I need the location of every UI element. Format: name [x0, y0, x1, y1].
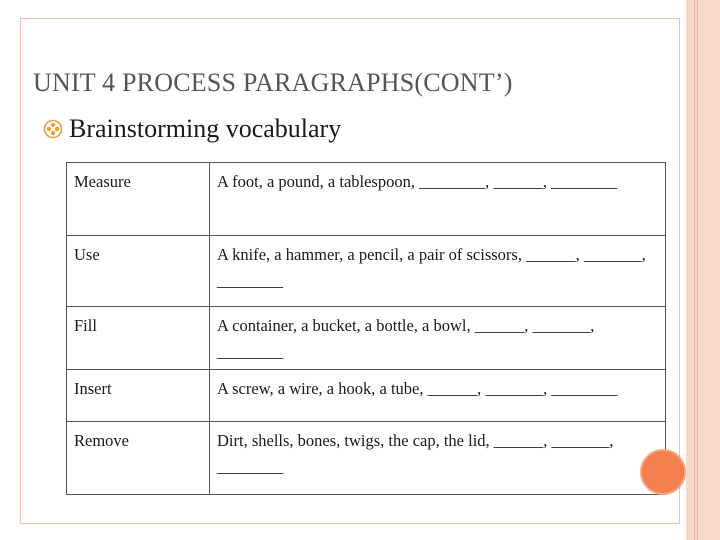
examples-cell: A container, a bucket, a bottle, a bowl, ______, _______, ________ — [210, 307, 666, 370]
examples-cell: Dirt, shells, bones, twigs, the cap, the lid, ______, _______, ________ — [210, 422, 666, 495]
verb-cell: Use — [67, 236, 210, 307]
verb-cell: Remove — [67, 422, 210, 495]
bullet-item — [43, 114, 341, 144]
examples-cell: A knife, a hammer, a pencil, a pair of scissors, ______, _______, ________ — [210, 236, 666, 307]
table-row — [67, 163, 666, 236]
decorative-band-line — [694, 0, 695, 540]
decorative-circle — [640, 449, 686, 495]
table-row — [67, 422, 666, 495]
table-row — [67, 370, 666, 422]
bullet-text: Brainstorming vocabulary — [69, 114, 342, 143]
vocabulary-table — [66, 162, 666, 495]
decorative-side-band — [686, 0, 720, 540]
verb-cell: Fill — [67, 307, 210, 370]
examples-cell: A screw, a wire, a hook, a tube, ______, _______, ________ — [210, 370, 666, 422]
verb-cell: Insert — [67, 370, 210, 422]
verb-cell: Measure — [67, 163, 210, 236]
decorative-band-line — [697, 0, 698, 540]
examples-cell: A foot, a pound, a tablespoon, ________, ______, ________ — [210, 163, 666, 236]
table-row — [67, 307, 666, 370]
flower-bullet-icon — [43, 119, 63, 139]
slide-title: UNIT 4 PROCESS PARAGRAPHS(CONT’) — [33, 68, 513, 97]
table-row — [67, 236, 666, 307]
